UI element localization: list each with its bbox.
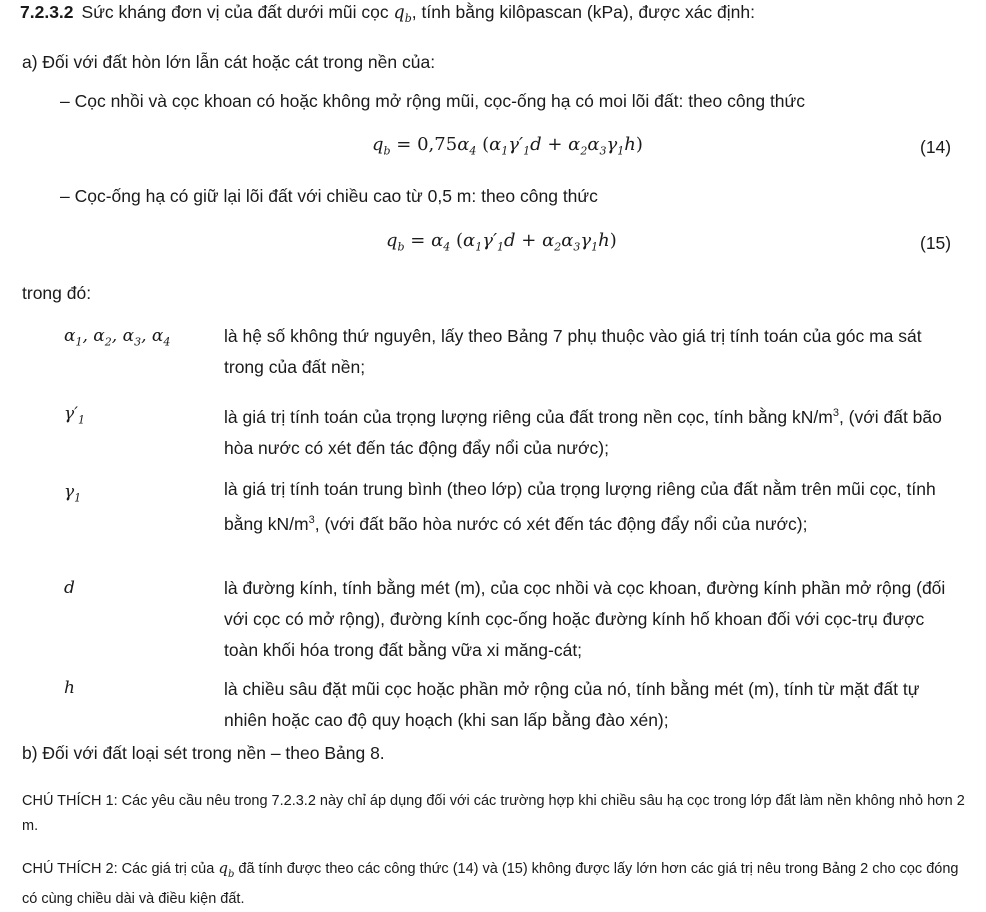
definition-gamma: là giá trị tính toán trung bình (theo lớp) của trọng lượng riêng của đất nằm trên mũi cọc, tính bằng $kN/m^3$, (với đất bão hòa nước có xét đến tác động đẩy nổi của nước); <box>224 479 936 534</box>
symbol-gamma: $\gamma_1$ <box>64 482 82 505</box>
section-number: 7.2.3.2 <box>20 2 74 22</box>
where-label: trong đó: <box>22 283 92 303</box>
definition-d: là đường kính, tính bằng mét (m), của cọc nhồi và cọc khoan, đường kính phần mở rộng (đối với cọc có mở rộng), đường kính cọc-ống hoặc đường kính hố khoan đối với cọc-trụ được toàn khối hóa trong đất bằng vữa xi măng-cát; <box>224 578 946 660</box>
note-2: CHÚ THÍCH 2: Các giá trị của $q_b$ đã tính được theo các công thức (14) và (15) không được lấy lớn hơn các giá trị nêu trong Bảng 2 cho cọc đóng có cùng chiều dài và điều kiện đất. <box>22 859 959 907</box>
section-b-title: b) Đối với đất loại sét trong nền – theo Bảng 8. <box>22 743 385 763</box>
symbol-gamma-prime: $\gamma'_1$ <box>64 404 86 427</box>
equation-number-14: (14) <box>920 137 952 157</box>
definition-alphas: là hệ số không thứ nguyên, lấy theo Bảng 7 phụ thuộc vào giá trị tính toán của góc ma sát trong của đất nền; <box>224 326 922 377</box>
symbol-alphas: $\alpha_1$, $\alpha_2$, $\alpha_3$, $\alpha_4$ <box>64 326 171 349</box>
section-a-item-1: – Cọc nhồi và cọc khoan có hoặc không mở rộng mũi, cọc-ống hạ có moi lõi đất: theo công thức <box>60 91 805 111</box>
section-a-item-2: – Cọc-ống hạ có giữ lại lõi đất với chiều cao từ 0,5 m: theo công thức <box>60 186 598 206</box>
formula-15: $q_b = \alpha_4$ $(\alpha_1\gamma'_1d + \alpha_2\alpha_3\gamma_1h)$ <box>386 230 617 254</box>
heading-text-after: , tính bằng kilôpascan (kPa), được xác định: <box>411 2 755 22</box>
note-1: CHÚ THÍCH 1: Các yêu cầu nêu trong 7.2.3.2 này chỉ áp dụng đối với các trường hợp khi chiều sâu hạ cọc trong lớp đất làm nền không nhỏ hơn 2 m. <box>22 793 965 834</box>
formula-14: $q_b = 0,75\alpha_4$ $(\alpha_1\gamma'_1d + \alpha_2\alpha_3\gamma_1h)$ <box>372 134 643 158</box>
symbol-h: h <box>64 678 75 698</box>
definition-gamma-prime: là giá trị tính toán của trọng lượng riêng của đất trong nền cọc, tính bằng $kN/m^3$, (với đất bão hòa nước có xét đến tác động đẩy nổi của nước); <box>224 406 942 458</box>
section-heading <box>20 2 755 25</box>
heading-text-before: Sức kháng đơn vị của đất dưới mũi cọc <box>81 2 389 22</box>
section-a-title: a) Đối với đất hòn lớn lẫn cát hoặc cát trong nền của: <box>22 52 436 72</box>
equation-number-15: (15) <box>920 233 952 253</box>
q-symbol: $q_b$ <box>393 3 412 25</box>
symbol-d: d <box>64 578 75 598</box>
definition-h: là chiều sâu đặt mũi cọc hoặc phần mở rộng của nó, tính bằng mét (m), tính từ mặt đất tự nhiên hoặc cao độ quy hoạch (khi san lấp bằng đào xén); <box>224 679 920 730</box>
